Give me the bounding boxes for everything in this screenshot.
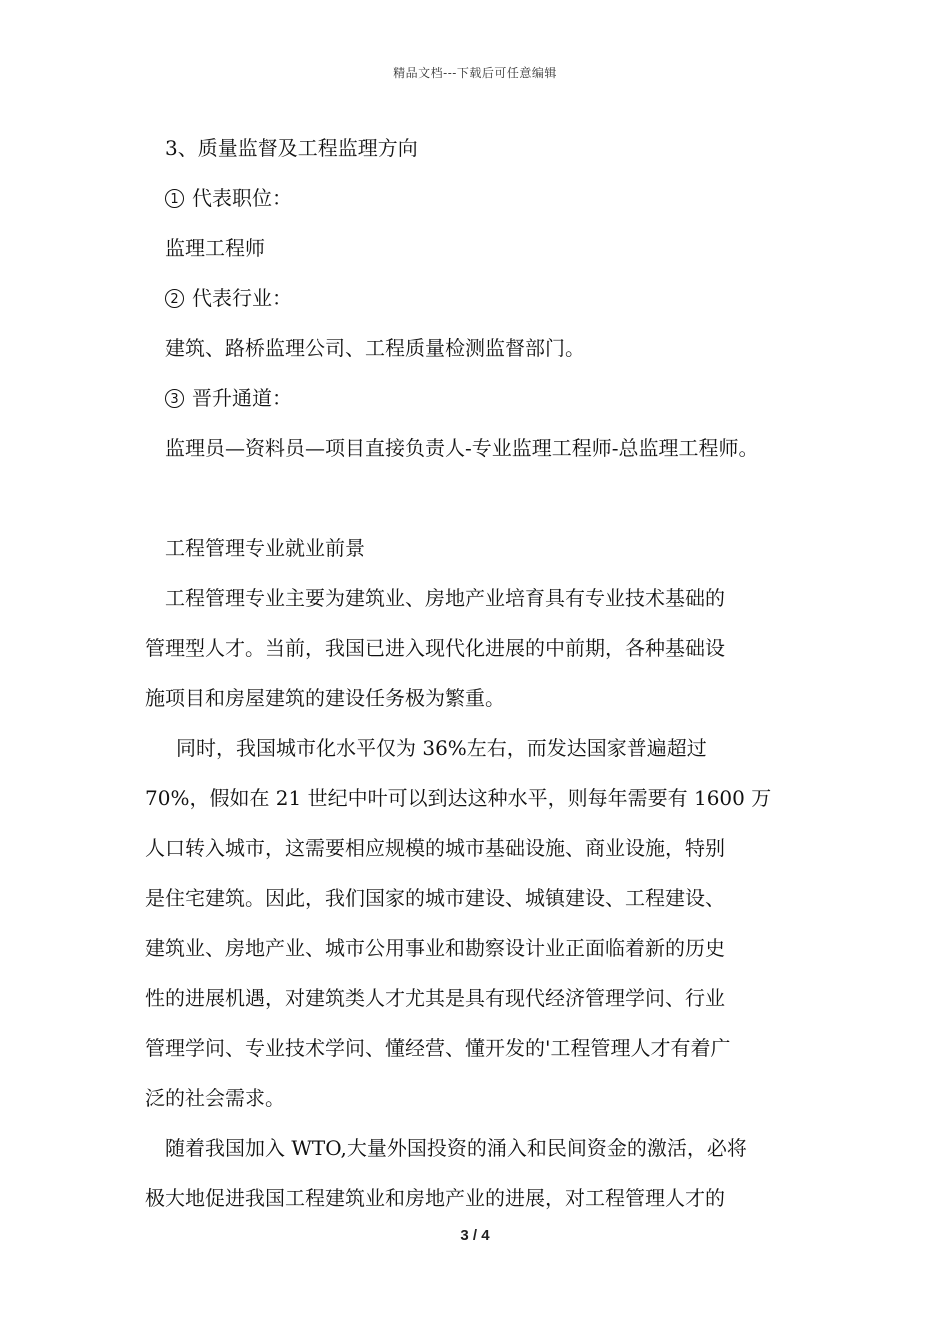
para1-line: 施项目和房屋建筑的建设任务极为繁重。	[145, 686, 505, 710]
item-3-value: 监理员—资料员—项目直接负责人-专业监理工程师-总监理工程师。	[165, 436, 759, 460]
circled-number-3: 3	[165, 389, 184, 408]
para2-line: 建筑业、房地产业、城市公用事业和勘察设计业正面临着新的历史	[145, 936, 725, 960]
item-1	[165, 184, 292, 212]
section-title: 3、质量监督及工程监理方向	[165, 136, 418, 160]
item-3-label: 晋升通道：	[192, 386, 292, 410]
para2-line: 人口转入城市，这需要相应规模的城市基础设施、商业设施，特别	[145, 836, 725, 860]
para2-line: 管理学问、专业技术学问、懂经营、懂开发的'工程管理人才有着广	[145, 1036, 731, 1060]
circled-number-2: 2	[165, 289, 184, 308]
item-2-label: 代表行业：	[192, 286, 292, 310]
para2-line: 同时，我国城市化水平仅为 36%左右，而发达国家普遍超过	[176, 736, 707, 760]
para1-line: 工程管理专业主要为建筑业、房地产业培育具有专业技术基础的	[165, 586, 725, 610]
page-number: 3 / 4	[460, 1227, 490, 1244]
item-1-label: 代表职位：	[192, 186, 292, 210]
para2-line: 泛的社会需求。	[145, 1086, 285, 1110]
item-3	[165, 384, 292, 412]
para1-line: 管理型人才。当前，我国已进入现代化进展的中前期，各种基础设	[145, 636, 725, 660]
item-2-value: 建筑、路桥监理公司、工程质量检测监督部门。	[165, 336, 585, 360]
page-header: 精品文档---下载后可任意编辑	[393, 66, 557, 80]
prospects-heading: 工程管理专业就业前景	[165, 536, 365, 560]
para3-line: 随着我国加入 WTO,大量外国投资的涌入和民间资金的激活，必将	[165, 1136, 747, 1160]
item-1-value: 监理工程师	[165, 236, 265, 260]
para3-line: 极大地促进我国工程建筑业和房地产业的进展，对工程管理人才的	[145, 1186, 725, 1210]
item-2	[165, 284, 292, 312]
para2-line: 70%，假如在 21 世纪中叶可以到达这种水平，则每年需要有 1600 万	[145, 786, 772, 810]
para2-line: 是住宅建筑。因此，我们国家的城市建设、城镇建设、工程建设、	[145, 886, 725, 910]
para2-line: 性的进展机遇，对建筑类人才尤其是具有现代经济管理学问、行业	[145, 986, 725, 1010]
circled-number-1: 1	[165, 189, 184, 208]
